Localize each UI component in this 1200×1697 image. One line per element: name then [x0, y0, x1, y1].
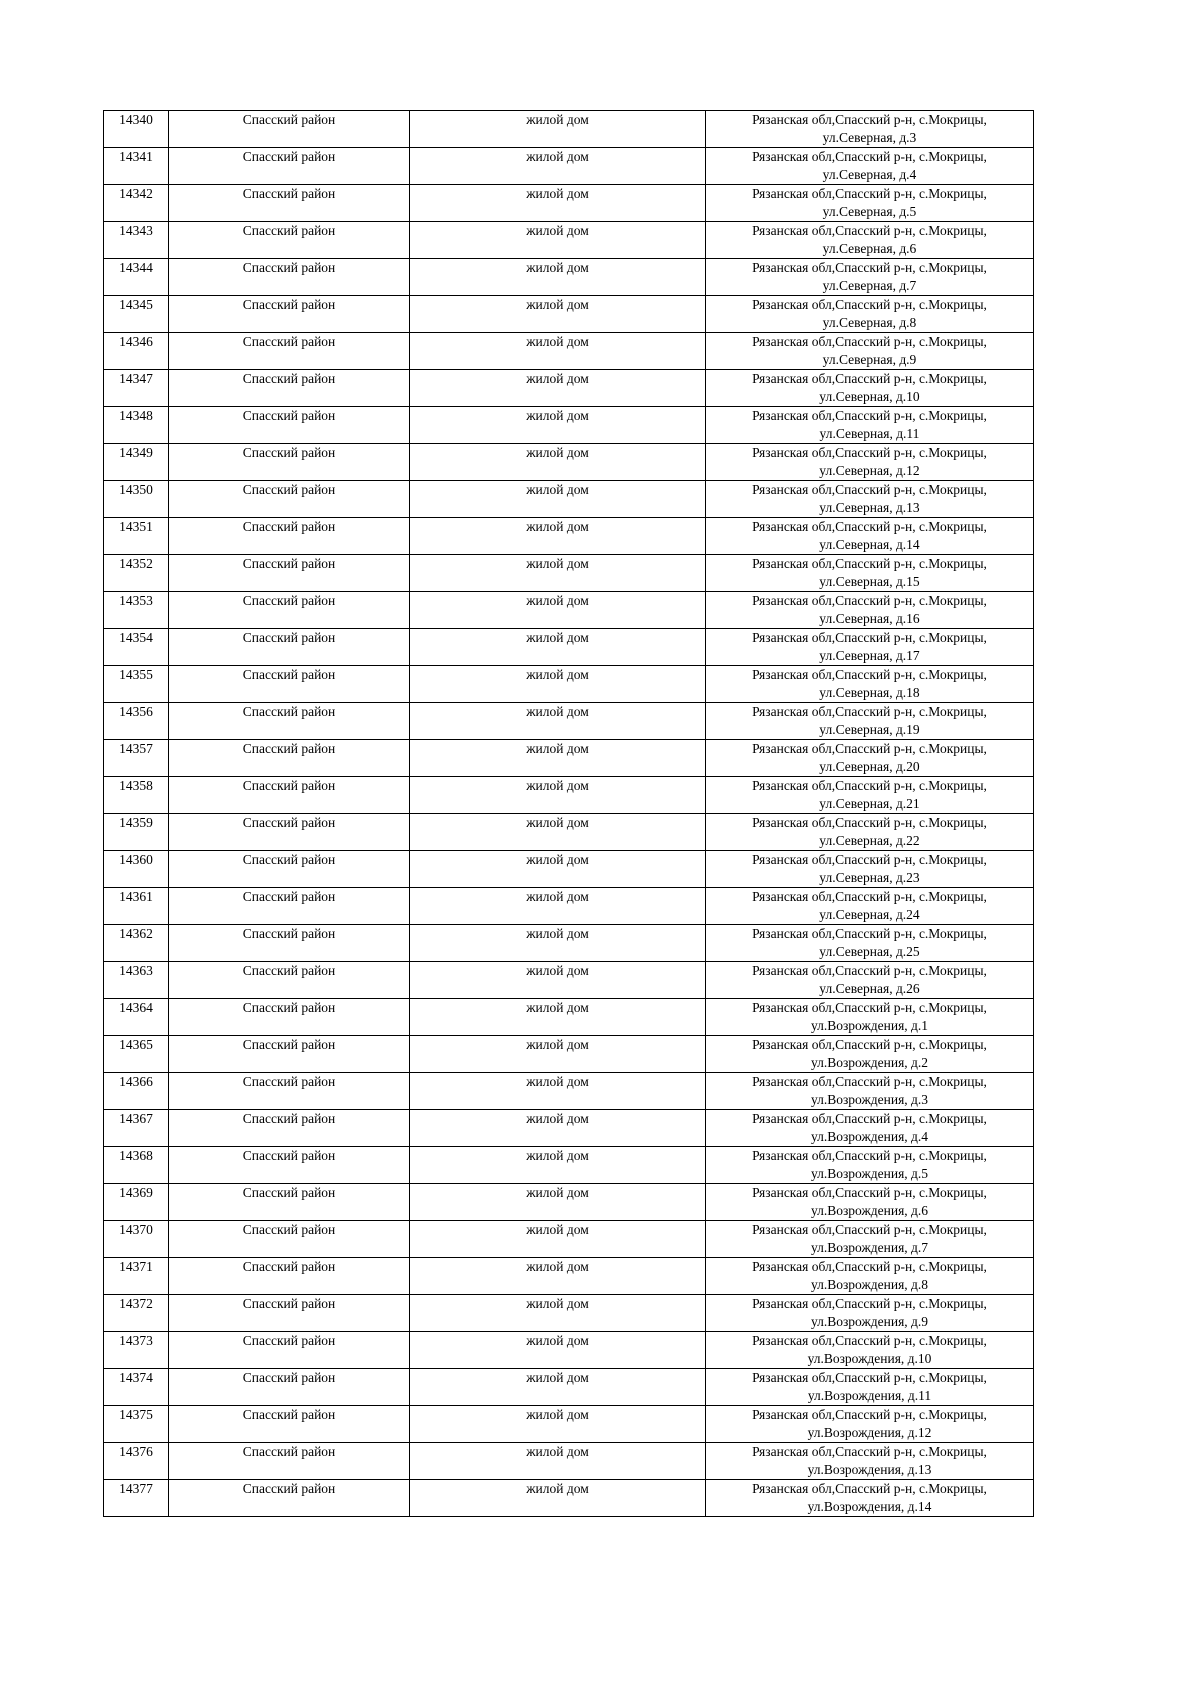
address-cell [706, 851, 1034, 888]
table-row [104, 370, 1034, 407]
address-line-street: ул.Возрождения, д.12 [807, 1425, 932, 1440]
address-cell [706, 1184, 1034, 1221]
table-row [104, 518, 1034, 555]
district-cell: Спасский район [169, 1406, 410, 1443]
district-cell: Спасский район [169, 1110, 410, 1147]
address-line-region: Рязанская обл,Спасский р-н, с.Мокрицы, [752, 1481, 987, 1496]
object-type-cell: жилой дом [410, 481, 706, 518]
table-row [104, 1369, 1034, 1406]
district-cell: Спасский район [169, 962, 410, 999]
address-line-street: ул.Северная, д.13 [819, 500, 920, 515]
district-cell: Спасский район [169, 259, 410, 296]
address-line-region: Рязанская обл,Спасский р-н, с.Мокрицы, [752, 593, 987, 608]
address-cell [706, 925, 1034, 962]
address-cell [706, 1406, 1034, 1443]
object-type-cell: жилой дом [410, 703, 706, 740]
table-row [104, 999, 1034, 1036]
district-cell: Спасский район [169, 1036, 410, 1073]
row-number-cell: 14370 [104, 1221, 169, 1258]
address-line-region: Рязанская обл,Спасский р-н, с.Мокрицы, [752, 408, 987, 423]
object-type-cell: жилой дом [410, 1406, 706, 1443]
table-row [104, 962, 1034, 999]
object-type-cell: жилой дом [410, 592, 706, 629]
district-cell: Спасский район [169, 1147, 410, 1184]
address-line-street: ул.Возрождения, д.4 [810, 1129, 929, 1144]
district-cell: Спасский район [169, 111, 410, 148]
address-line-street: ул.Возрождения, д.14 [807, 1499, 932, 1514]
table-row [104, 296, 1034, 333]
table-row [104, 703, 1034, 740]
address-line-street: ул.Северная, д.9 [822, 352, 917, 367]
object-type-cell: жилой дом [410, 777, 706, 814]
object-type-cell: жилой дом [410, 333, 706, 370]
object-type-cell: жилой дом [410, 518, 706, 555]
address-line-street: ул.Возрождения, д.9 [810, 1314, 929, 1329]
address-line-region: Рязанская обл,Спасский р-н, с.Мокрицы, [752, 1037, 987, 1052]
district-cell: Спасский район [169, 296, 410, 333]
object-type-cell: жилой дом [410, 666, 706, 703]
address-line-region: Рязанская обл,Спасский р-н, с.Мокрицы, [752, 1185, 987, 1200]
row-number-cell: 14363 [104, 962, 169, 999]
table-row [104, 888, 1034, 925]
address-cell [706, 1443, 1034, 1480]
district-cell: Спасский район [169, 592, 410, 629]
object-type-cell: жилой дом [410, 1221, 706, 1258]
address-cell [706, 185, 1034, 222]
object-type-cell: жилой дом [410, 259, 706, 296]
object-type-cell: жилой дом [410, 851, 706, 888]
address-cell [706, 777, 1034, 814]
table-row [104, 481, 1034, 518]
row-number-cell: 14361 [104, 888, 169, 925]
address-cell [706, 1073, 1034, 1110]
address-cell [706, 148, 1034, 185]
object-type-cell: жилой дом [410, 1110, 706, 1147]
address-line-region: Рязанская обл,Спасский р-н, с.Мокрицы, [752, 519, 987, 534]
address-cell [706, 814, 1034, 851]
row-number-cell: 14365 [104, 1036, 169, 1073]
object-type-cell: жилой дом [410, 962, 706, 999]
district-cell: Спасский район [169, 555, 410, 592]
address-line-street: ул.Северная, д.12 [819, 463, 920, 478]
row-number-cell: 14357 [104, 740, 169, 777]
address-cell [706, 296, 1034, 333]
address-line-region: Рязанская обл,Спасский р-н, с.Мокрицы, [752, 815, 987, 830]
row-number-cell: 14348 [104, 407, 169, 444]
address-cell [706, 1036, 1034, 1073]
row-number-cell: 14352 [104, 555, 169, 592]
address-cell [706, 962, 1034, 999]
address-line-street: ул.Северная, д.3 [822, 130, 917, 145]
address-line-region: Рязанская обл,Спасский р-н, с.Мокрицы, [752, 112, 987, 127]
address-line-region: Рязанская обл,Спасский р-н, с.Мокрицы, [752, 926, 987, 941]
district-cell: Спасский район [169, 1073, 410, 1110]
address-cell [706, 592, 1034, 629]
object-type-cell: жилой дом [410, 1480, 706, 1517]
district-cell: Спасский район [169, 740, 410, 777]
address-line-street: ул.Северная, д.6 [822, 241, 917, 256]
table-row [104, 851, 1034, 888]
address-line-street: ул.Возрождения, д.7 [810, 1240, 929, 1255]
row-number-cell: 14369 [104, 1184, 169, 1221]
table-row [104, 407, 1034, 444]
district-cell: Спасский район [169, 333, 410, 370]
address-line-street: ул.Северная, д.16 [819, 611, 920, 626]
row-number-cell: 14342 [104, 185, 169, 222]
address-line-region: Рязанская обл,Спасский р-н, с.Мокрицы, [752, 149, 987, 164]
district-cell: Спасский район [169, 629, 410, 666]
address-line-street: ул.Северная, д.23 [819, 870, 920, 885]
table-row [104, 1073, 1034, 1110]
district-cell: Спасский район [169, 148, 410, 185]
address-cell [706, 555, 1034, 592]
table-row [104, 629, 1034, 666]
address-line-street: ул.Северная, д.25 [819, 944, 920, 959]
district-cell: Спасский район [169, 814, 410, 851]
row-number-cell: 14366 [104, 1073, 169, 1110]
table-row [104, 925, 1034, 962]
address-line-region: Рязанская обл,Спасский р-н, с.Мокрицы, [752, 223, 987, 238]
district-cell: Спасский район [169, 481, 410, 518]
object-type-cell: жилой дом [410, 185, 706, 222]
district-cell: Спасский район [169, 999, 410, 1036]
address-cell [706, 703, 1034, 740]
row-number-cell: 14350 [104, 481, 169, 518]
table-row [104, 259, 1034, 296]
address-cell [706, 1295, 1034, 1332]
object-type-cell: жилой дом [410, 555, 706, 592]
row-number-cell: 14364 [104, 999, 169, 1036]
address-line-street: ул.Северная, д.14 [819, 537, 920, 552]
row-number-cell: 14373 [104, 1332, 169, 1369]
address-line-street: ул.Северная, д.7 [822, 278, 917, 293]
object-type-cell: жилой дом [410, 888, 706, 925]
district-cell: Спасский район [169, 703, 410, 740]
district-cell: Спасский район [169, 222, 410, 259]
address-line-region: Рязанская обл,Спасский р-н, с.Мокрицы, [752, 778, 987, 793]
row-number-cell: 14376 [104, 1443, 169, 1480]
table-row [104, 1221, 1034, 1258]
address-line-region: Рязанская обл,Спасский р-н, с.Мокрицы, [752, 667, 987, 682]
table-row [104, 555, 1034, 592]
address-line-region: Рязанская обл,Спасский р-н, с.Мокрицы, [752, 889, 987, 904]
row-number-cell: 14346 [104, 333, 169, 370]
row-number-cell: 14340 [104, 111, 169, 148]
address-cell [706, 888, 1034, 925]
address-line-region: Рязанская обл,Спасский р-н, с.Мокрицы, [752, 1000, 987, 1015]
object-type-cell: жилой дом [410, 222, 706, 259]
object-type-cell: жилой дом [410, 1147, 706, 1184]
address-line-street: ул.Возрождения, д.11 [807, 1388, 932, 1403]
row-number-cell: 14345 [104, 296, 169, 333]
district-cell: Спасский район [169, 1332, 410, 1369]
address-line-region: Рязанская обл,Спасский р-н, с.Мокрицы, [752, 1370, 987, 1385]
address-cell [706, 1221, 1034, 1258]
address-cell [706, 444, 1034, 481]
row-number-cell: 14354 [104, 629, 169, 666]
address-line-street: ул.Северная, д.5 [822, 204, 917, 219]
address-line-region: Рязанская обл,Спасский р-н, с.Мокрицы, [752, 1259, 987, 1274]
address-cell [706, 1332, 1034, 1369]
address-line-street: ул.Северная, д.15 [819, 574, 920, 589]
address-cell [706, 481, 1034, 518]
district-cell: Спасский район [169, 1480, 410, 1517]
district-cell: Спасский район [169, 185, 410, 222]
object-type-cell: жилой дом [410, 740, 706, 777]
document-page [103, 110, 1033, 1517]
address-line-region: Рязанская обл,Спасский р-н, с.Мокрицы, [752, 297, 987, 312]
address-line-region: Рязанская обл,Спасский р-н, с.Мокрицы, [752, 1074, 987, 1089]
address-line-street: ул.Возрождения, д.2 [810, 1055, 929, 1070]
row-number-cell: 14372 [104, 1295, 169, 1332]
row-number-cell: 14344 [104, 259, 169, 296]
address-line-street: ул.Северная, д.4 [822, 167, 917, 182]
district-cell: Спасский район [169, 1295, 410, 1332]
row-number-cell: 14343 [104, 222, 169, 259]
object-type-cell: жилой дом [410, 1443, 706, 1480]
address-line-street: ул.Северная, д.18 [819, 685, 920, 700]
address-cell [706, 1369, 1034, 1406]
table-row [104, 1258, 1034, 1295]
address-line-street: ул.Северная, д.24 [819, 907, 920, 922]
table-row [104, 592, 1034, 629]
address-line-region: Рязанская обл,Спасский р-н, с.Мокрицы, [752, 1222, 987, 1237]
address-line-region: Рязанская обл,Спасский р-н, с.Мокрицы, [752, 186, 987, 201]
district-cell: Спасский район [169, 444, 410, 481]
object-type-cell: жилой дом [410, 148, 706, 185]
address-line-street: ул.Северная, д.17 [819, 648, 920, 663]
row-number-cell: 14377 [104, 1480, 169, 1517]
table-row [104, 444, 1034, 481]
object-type-cell: жилой дом [410, 370, 706, 407]
table-row [104, 111, 1034, 148]
object-type-cell: жилой дом [410, 629, 706, 666]
table-row [104, 666, 1034, 703]
address-cell [706, 1480, 1034, 1517]
address-cell [706, 666, 1034, 703]
object-type-cell: жилой дом [410, 1036, 706, 1073]
table-row [104, 1480, 1034, 1517]
district-cell: Спасский район [169, 777, 410, 814]
table-row [104, 1295, 1034, 1332]
row-number-cell: 14341 [104, 148, 169, 185]
address-cell [706, 1147, 1034, 1184]
table-row [104, 333, 1034, 370]
object-type-cell: жилой дом [410, 444, 706, 481]
address-cell [706, 259, 1034, 296]
object-type-cell: жилой дом [410, 1369, 706, 1406]
address-line-region: Рязанская обл,Спасский р-н, с.Мокрицы, [752, 1148, 987, 1163]
object-type-cell: жилой дом [410, 1332, 706, 1369]
table-row [104, 185, 1034, 222]
address-line-region: Рязанская обл,Спасский р-н, с.Мокрицы, [752, 1296, 987, 1311]
address-line-region: Рязанская обл,Спасский р-н, с.Мокрицы, [752, 482, 987, 497]
address-cell [706, 370, 1034, 407]
address-line-region: Рязанская обл,Спасский р-н, с.Мокрицы, [752, 371, 987, 386]
address-line-street: ул.Возрождения, д.13 [807, 1462, 932, 1477]
address-cell [706, 1258, 1034, 1295]
row-number-cell: 14367 [104, 1110, 169, 1147]
row-number-cell: 14368 [104, 1147, 169, 1184]
row-number-cell: 14349 [104, 444, 169, 481]
row-number-cell: 14355 [104, 666, 169, 703]
address-cell [706, 111, 1034, 148]
address-line-street: ул.Северная, д.22 [819, 833, 920, 848]
address-line-region: Рязанская обл,Спасский р-н, с.Мокрицы, [752, 334, 987, 349]
row-number-cell: 14375 [104, 1406, 169, 1443]
address-line-street: ул.Возрождения, д.1 [810, 1018, 929, 1033]
address-cell [706, 407, 1034, 444]
table-row [104, 1036, 1034, 1073]
table-row [104, 1147, 1034, 1184]
address-line-street: ул.Северная, д.26 [819, 981, 920, 996]
address-line-street: ул.Возрождения, д.6 [810, 1203, 929, 1218]
row-number-cell: 14356 [104, 703, 169, 740]
district-cell: Спасский район [169, 370, 410, 407]
address-line-street: ул.Северная, д.11 [819, 426, 920, 441]
address-cell [706, 999, 1034, 1036]
address-line-region: Рязанская обл,Спасский р-н, с.Мокрицы, [752, 1111, 987, 1126]
table-row [104, 1184, 1034, 1221]
address-cell [706, 740, 1034, 777]
row-number-cell: 14353 [104, 592, 169, 629]
address-cell [706, 518, 1034, 555]
address-line-region: Рязанская обл,Спасский р-н, с.Мокрицы, [752, 852, 987, 867]
district-cell: Спасский район [169, 1369, 410, 1406]
district-cell: Спасский район [169, 925, 410, 962]
table-row [104, 222, 1034, 259]
district-cell: Спасский район [169, 518, 410, 555]
district-cell: Спасский район [169, 407, 410, 444]
address-line-street: ул.Северная, д.20 [819, 759, 920, 774]
table-row [104, 1406, 1034, 1443]
row-number-cell: 14358 [104, 777, 169, 814]
district-cell: Спасский район [169, 666, 410, 703]
row-number-cell: 14351 [104, 518, 169, 555]
table-row [104, 148, 1034, 185]
table-row [104, 1110, 1034, 1147]
address-line-region: Рязанская обл,Спасский р-н, с.Мокрицы, [752, 1333, 987, 1348]
table-row [104, 777, 1034, 814]
table-row [104, 1332, 1034, 1369]
object-type-cell: жилой дом [410, 1073, 706, 1110]
table-row [104, 1443, 1034, 1480]
address-cell [706, 629, 1034, 666]
address-line-region: Рязанская обл,Спасский р-н, с.Мокрицы, [752, 1407, 987, 1422]
row-number-cell: 14359 [104, 814, 169, 851]
object-type-cell: жилой дом [410, 296, 706, 333]
district-cell: Спасский район [169, 888, 410, 925]
district-cell: Спасский район [169, 851, 410, 888]
address-line-region: Рязанская обл,Спасский р-н, с.Мокрицы, [752, 963, 987, 978]
object-type-cell: жилой дом [410, 1258, 706, 1295]
address-cell [706, 333, 1034, 370]
row-number-cell: 14347 [104, 370, 169, 407]
object-type-cell: жилой дом [410, 1184, 706, 1221]
row-number-cell: 14360 [104, 851, 169, 888]
address-line-region: Рязанская обл,Спасский р-н, с.Мокрицы, [752, 1444, 987, 1459]
district-cell: Спасский район [169, 1184, 410, 1221]
address-line-street: ул.Северная, д.19 [819, 722, 920, 737]
district-cell: Спасский район [169, 1221, 410, 1258]
district-cell: Спасский район [169, 1258, 410, 1295]
address-line-region: Рязанская обл,Спасский р-н, с.Мокрицы, [752, 260, 987, 275]
address-line-street: ул.Возрождения, д.10 [807, 1351, 932, 1366]
table-row [104, 740, 1034, 777]
object-type-cell: жилой дом [410, 111, 706, 148]
object-type-cell: жилой дом [410, 999, 706, 1036]
row-number-cell: 14362 [104, 925, 169, 962]
address-line-region: Рязанская обл,Спасский р-н, с.Мокрицы, [752, 445, 987, 460]
address-line-region: Рязанская обл,Спасский р-н, с.Мокрицы, [752, 630, 987, 645]
address-cell [706, 1110, 1034, 1147]
address-line-street: ул.Северная, д.21 [819, 796, 920, 811]
address-line-street: ул.Возрождения, д.3 [810, 1092, 929, 1107]
row-number-cell: 14371 [104, 1258, 169, 1295]
address-line-street: ул.Возрождения, д.8 [810, 1277, 929, 1292]
address-line-street: ул.Северная, д.8 [822, 315, 917, 330]
object-type-cell: жилой дом [410, 1295, 706, 1332]
registry-table [103, 110, 1034, 1517]
object-type-cell: жилой дом [410, 407, 706, 444]
address-line-region: Рязанская обл,Спасский р-н, с.Мокрицы, [752, 741, 987, 756]
object-type-cell: жилой дом [410, 814, 706, 851]
address-line-street: ул.Возрождения, д.5 [810, 1166, 929, 1181]
district-cell: Спасский район [169, 1443, 410, 1480]
address-line-street: ул.Северная, д.10 [819, 389, 920, 404]
address-cell [706, 222, 1034, 259]
object-type-cell: жилой дом [410, 925, 706, 962]
address-line-region: Рязанская обл,Спасский р-н, с.Мокрицы, [752, 556, 987, 571]
registry-table-body [104, 111, 1034, 1517]
address-line-region: Рязанская обл,Спасский р-н, с.Мокрицы, [752, 704, 987, 719]
row-number-cell: 14374 [104, 1369, 169, 1406]
table-row [104, 814, 1034, 851]
